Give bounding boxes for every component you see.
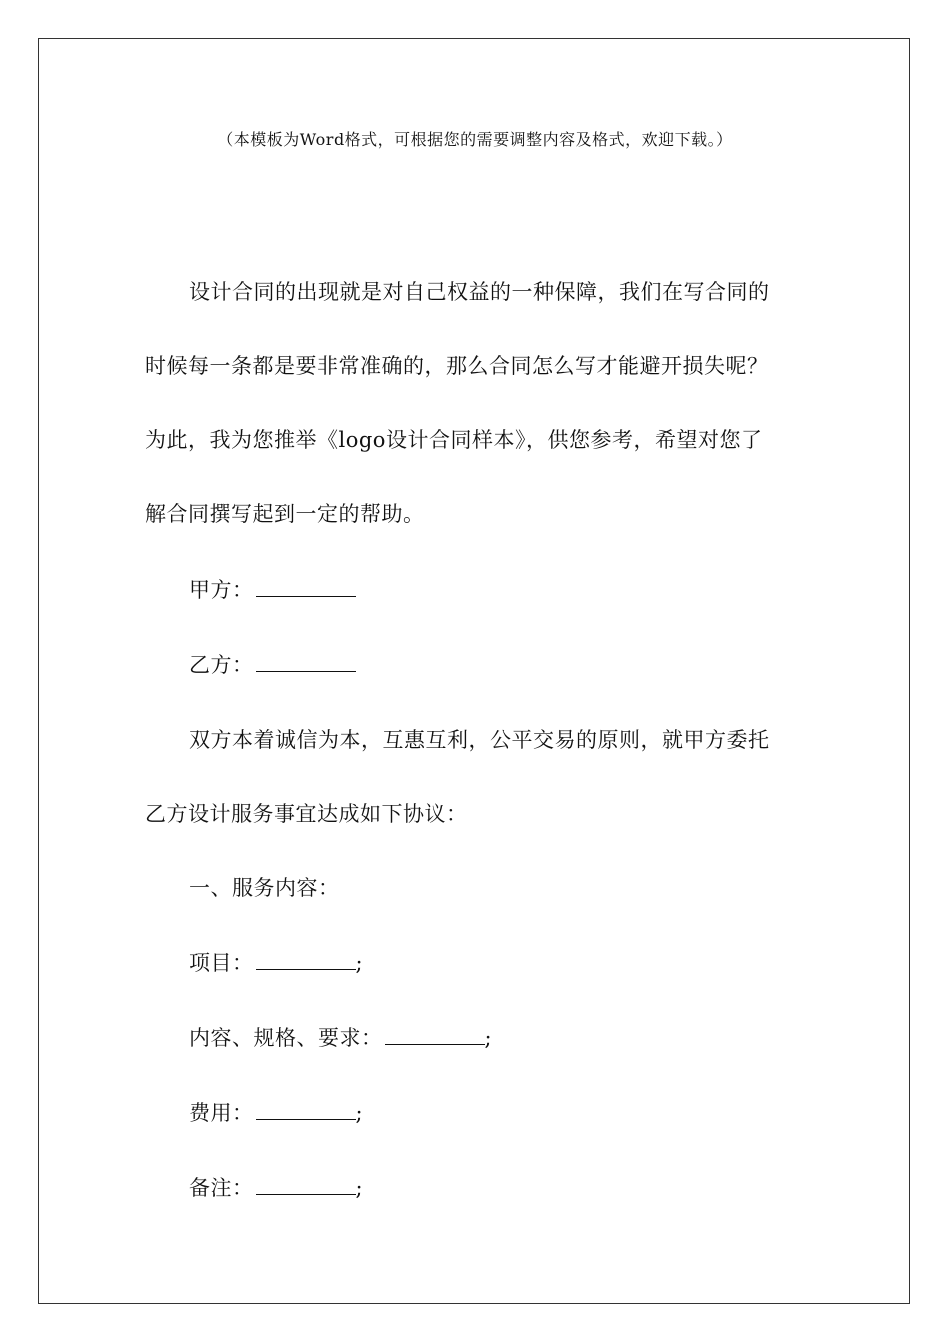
party-b-label: 乙方：: [189, 653, 254, 677]
item-project-label: 项目：: [189, 951, 254, 975]
template-notice: （本模板为Word格式，可根据您的需要调整内容及格式，欢迎下载。）: [217, 130, 733, 149]
intro-line-2: 时候每一条都是要非常准确的，那么合同怎么写才能避开损失呢？: [145, 354, 769, 378]
agreement-line-2: 乙方设计服务事宜达成如下协议：: [145, 802, 468, 826]
item-project-blank[interactable]: [256, 949, 356, 970]
item-project-line: [189, 947, 363, 977]
item-remark-blank[interactable]: [256, 1174, 356, 1195]
page-border: [38, 38, 910, 1304]
item-spec-semicolon: ;: [484, 1026, 493, 1050]
party-b-blank[interactable]: [256, 651, 356, 672]
item-spec-label: 内容、规格、要求：: [189, 1026, 383, 1050]
item-spec-line: [189, 1022, 492, 1052]
agreement-line-1: 双方本着诚信为本，互惠互利，公平交易的原则，就甲方委托: [189, 728, 770, 752]
party-a-label: 甲方：: [189, 578, 254, 602]
section-1-title: 一、服务内容：: [189, 876, 340, 900]
item-project-semicolon: ;: [355, 951, 364, 975]
item-fee-blank[interactable]: [256, 1099, 356, 1120]
party-b-line: [189, 649, 356, 679]
item-fee-semicolon: ;: [355, 1101, 364, 1125]
item-remark-line: [189, 1172, 363, 1202]
item-spec-blank[interactable]: [385, 1024, 485, 1045]
item-remark-semicolon: ;: [355, 1176, 364, 1200]
intro-line-1: 设计合同的出现就是对自己权益的一种保障，我们在写合同的: [189, 280, 770, 304]
item-fee-label: 费用：: [189, 1101, 254, 1125]
item-fee-line: [189, 1097, 363, 1127]
party-a-line: [189, 574, 356, 604]
intro-line-4: 解合同撰写起到一定的帮助。: [145, 502, 425, 526]
item-remark-label: 备注：: [189, 1176, 254, 1200]
intro-line-3: 为此，我为您推举《logo设计合同样本》，供您参考，希望对您了: [145, 428, 763, 452]
party-a-blank[interactable]: [256, 576, 356, 597]
